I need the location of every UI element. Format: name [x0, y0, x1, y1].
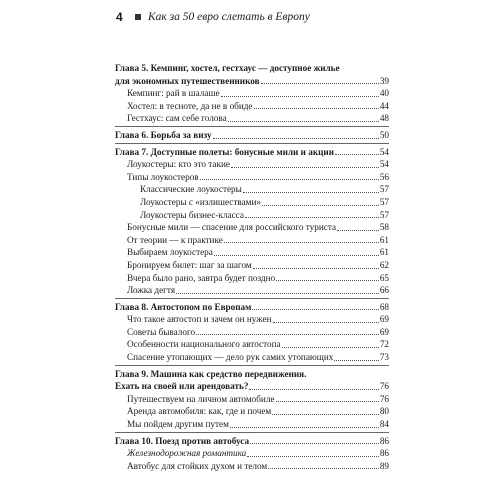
leader-dots [276, 401, 379, 402]
table-of-contents [115, 62, 389, 473]
toc-chapter-7 [115, 143, 389, 297]
toc-page-number: 84 [379, 419, 389, 430]
toc-page-number: 69 [379, 326, 389, 337]
toc-page-number: 76 [379, 393, 389, 404]
toc-chapter-title-line: Глава 7. Доступные полеты: бонусные мили и акции [115, 146, 334, 157]
leader-dots [262, 205, 379, 206]
toc-entry[interactable] [115, 234, 389, 247]
page-header [116, 10, 416, 26]
toc-entry-title: Автобус для стойких духом и телом [127, 460, 268, 471]
toc-page-number: 61 [379, 234, 389, 245]
leader-dots [273, 322, 379, 323]
toc-page-number: 62 [379, 259, 389, 270]
toc-entry-title: Спасение утопающих — дело рук самих утопающих [127, 352, 334, 363]
running-title: Как за 50 евро слетать в Европу [148, 11, 310, 23]
toc-page-number: 44 [379, 100, 389, 111]
toc-chapter-title-line: для экономных путешественников [115, 75, 260, 86]
toc-page-number: 73 [379, 352, 389, 363]
toc-page-number: 48 [379, 113, 389, 124]
toc-page-number: 57 [379, 209, 389, 220]
leader-dots [261, 83, 379, 84]
square-bullet-icon [135, 14, 141, 20]
leader-dots [213, 138, 379, 139]
toc-entry-title: Хостел: в тесноте, да не в обиде [127, 100, 253, 111]
toc-chapter-title[interactable] [115, 129, 389, 142]
toc-chapter-title[interactable] [115, 435, 389, 448]
toc-page-number: 86 [379, 448, 389, 459]
toc-entry-title: Путешествуем на личном автомобиле [127, 393, 275, 404]
toc-entry-title: Ложка дегтя [127, 285, 176, 296]
toc-entry[interactable] [115, 418, 389, 431]
toc-entry-title: Типы лоукостеров [127, 171, 199, 182]
toc-page-number: 54 [379, 146, 389, 157]
leader-dots [221, 96, 379, 97]
leader-dots [247, 456, 379, 457]
toc-chapter-5 [115, 62, 389, 125]
toc-page-number: 76 [379, 381, 389, 392]
toc-subentry[interactable] [115, 196, 389, 209]
toc-page-number: 80 [379, 406, 389, 417]
toc-page-number: 66 [379, 285, 389, 296]
toc-entry-title: Гестхаус: сам себе голова [127, 113, 227, 124]
toc-chapter-title[interactable] [115, 146, 389, 159]
toc-page-number: 65 [379, 272, 389, 283]
leader-dots [253, 268, 379, 269]
toc-entry-title: От теории — к практике [127, 234, 223, 245]
toc-entry-title: Лоукостеры бизнес-класса [140, 209, 244, 220]
leader-dots [337, 230, 379, 231]
toc-chapter-6 [115, 126, 389, 142]
toc-page-number: 39 [379, 75, 389, 86]
toc-page-number: 56 [379, 171, 389, 182]
leader-dots [250, 443, 379, 444]
toc-entry-title: Железнодорожная романтика [127, 448, 247, 459]
toc-page-number: 86 [379, 435, 389, 446]
toc-entry[interactable] [115, 284, 389, 297]
leader-dots [254, 108, 379, 109]
leader-dots [334, 360, 378, 361]
toc-chapter-title-line: Ехать на своей или арендовать? [115, 381, 249, 392]
leader-dots [176, 293, 379, 294]
leader-dots [231, 167, 379, 168]
toc-entry-title: Кемпинг: рай в шалаше [127, 88, 220, 99]
toc-chapter-title-line: Глава 10. Поезд против автобуса [115, 435, 250, 446]
toc-entry-title: Классические лоукостеры [140, 184, 242, 195]
toc-entry[interactable] [115, 460, 389, 473]
toc-chapter-title[interactable] [115, 368, 389, 393]
toc-page-number: 54 [379, 159, 389, 170]
leader-dots [214, 255, 379, 256]
toc-entry[interactable] [115, 112, 389, 125]
toc-entry[interactable] [115, 351, 389, 364]
leader-dots [230, 427, 379, 428]
toc-page-number: 57 [379, 184, 389, 195]
toc-entry-title: Что такое автостоп и зачем он нужен [127, 314, 272, 325]
leader-dots [252, 309, 378, 310]
leader-dots [335, 154, 379, 155]
toc-entry[interactable] [115, 313, 389, 326]
toc-entry[interactable] [115, 87, 389, 100]
toc-entry[interactable] [115, 100, 389, 113]
toc-chapter-title[interactable] [115, 301, 389, 314]
toc-page-number: 58 [379, 222, 389, 233]
toc-entry-title: Бонусные мили — спасение для российского туриста [127, 222, 337, 233]
toc-entry[interactable] [115, 393, 389, 406]
toc-entry[interactable] [115, 246, 389, 259]
toc-chapter-8 [115, 298, 389, 364]
leader-dots [228, 121, 379, 122]
toc-subentry[interactable] [115, 209, 389, 222]
toc-entry[interactable] [115, 221, 389, 234]
leader-dots [276, 280, 379, 281]
toc-chapter-title-line: Глава 6. Борьба за визу [115, 129, 212, 140]
toc-entry-title: Аренда автомобиля: как, где и почем [127, 406, 272, 417]
toc-entry[interactable] [115, 338, 389, 351]
toc-entry[interactable] [115, 272, 389, 285]
toc-chapter-title-line: Глава 9. Машина как средство передвижения. [115, 368, 307, 379]
toc-page-number: 72 [379, 339, 389, 350]
toc-subentry[interactable] [115, 183, 389, 196]
toc-page-number: 40 [379, 88, 389, 99]
leader-dots [196, 334, 379, 335]
toc-entry-title: Лоукостеры: кто это такие [127, 159, 230, 170]
leader-dots [224, 242, 379, 243]
toc-entry-title: Мы пойдем другим путем [127, 419, 229, 430]
toc-entry[interactable] [115, 171, 389, 184]
toc-entry-title: Бронируем билет: шаг за шагом [127, 259, 252, 270]
leader-dots [282, 347, 379, 348]
toc-chapter-9 [115, 365, 389, 431]
leader-dots [243, 192, 379, 193]
toc-entry-title: Вчера было рано, завтра будет поздно [127, 272, 276, 283]
toc-page-number: 57 [379, 196, 389, 207]
toc-page-number: 68 [379, 301, 389, 312]
toc-page-number: 89 [379, 460, 389, 471]
leader-dots [245, 217, 379, 218]
toc-page-number: 69 [379, 314, 389, 325]
toc-page-number: 50 [379, 129, 389, 140]
toc-entry-title: Выбираем лоукостера [127, 247, 213, 258]
leader-dots [272, 414, 379, 415]
toc-chapter-title-line: Глава 5. Кемпинг, хостел, гестхаус — доступное жилье [115, 63, 340, 73]
leader-dots [249, 389, 378, 390]
toc-chapter-10 [115, 432, 389, 473]
leader-dots [268, 468, 379, 469]
toc-entry[interactable] [115, 326, 389, 339]
toc-entry[interactable] [115, 405, 389, 418]
toc-page-number: 61 [379, 247, 389, 258]
toc-chapter-title[interactable] [115, 62, 389, 87]
toc-entry[interactable] [115, 259, 389, 272]
toc-chapter-title-line: Глава 8. Автостопом по Европам [115, 301, 252, 312]
toc-entry-title: Советы бывалого [127, 326, 196, 337]
toc-entry-title: Лоукостеры с «излишествами» [140, 196, 262, 207]
toc-entry-title: Особенности национального автостопа [127, 339, 281, 350]
leader-dots [200, 179, 379, 180]
toc-entry[interactable] [115, 447, 389, 460]
page-number: 4 [116, 10, 123, 24]
toc-entry[interactable] [115, 158, 389, 171]
